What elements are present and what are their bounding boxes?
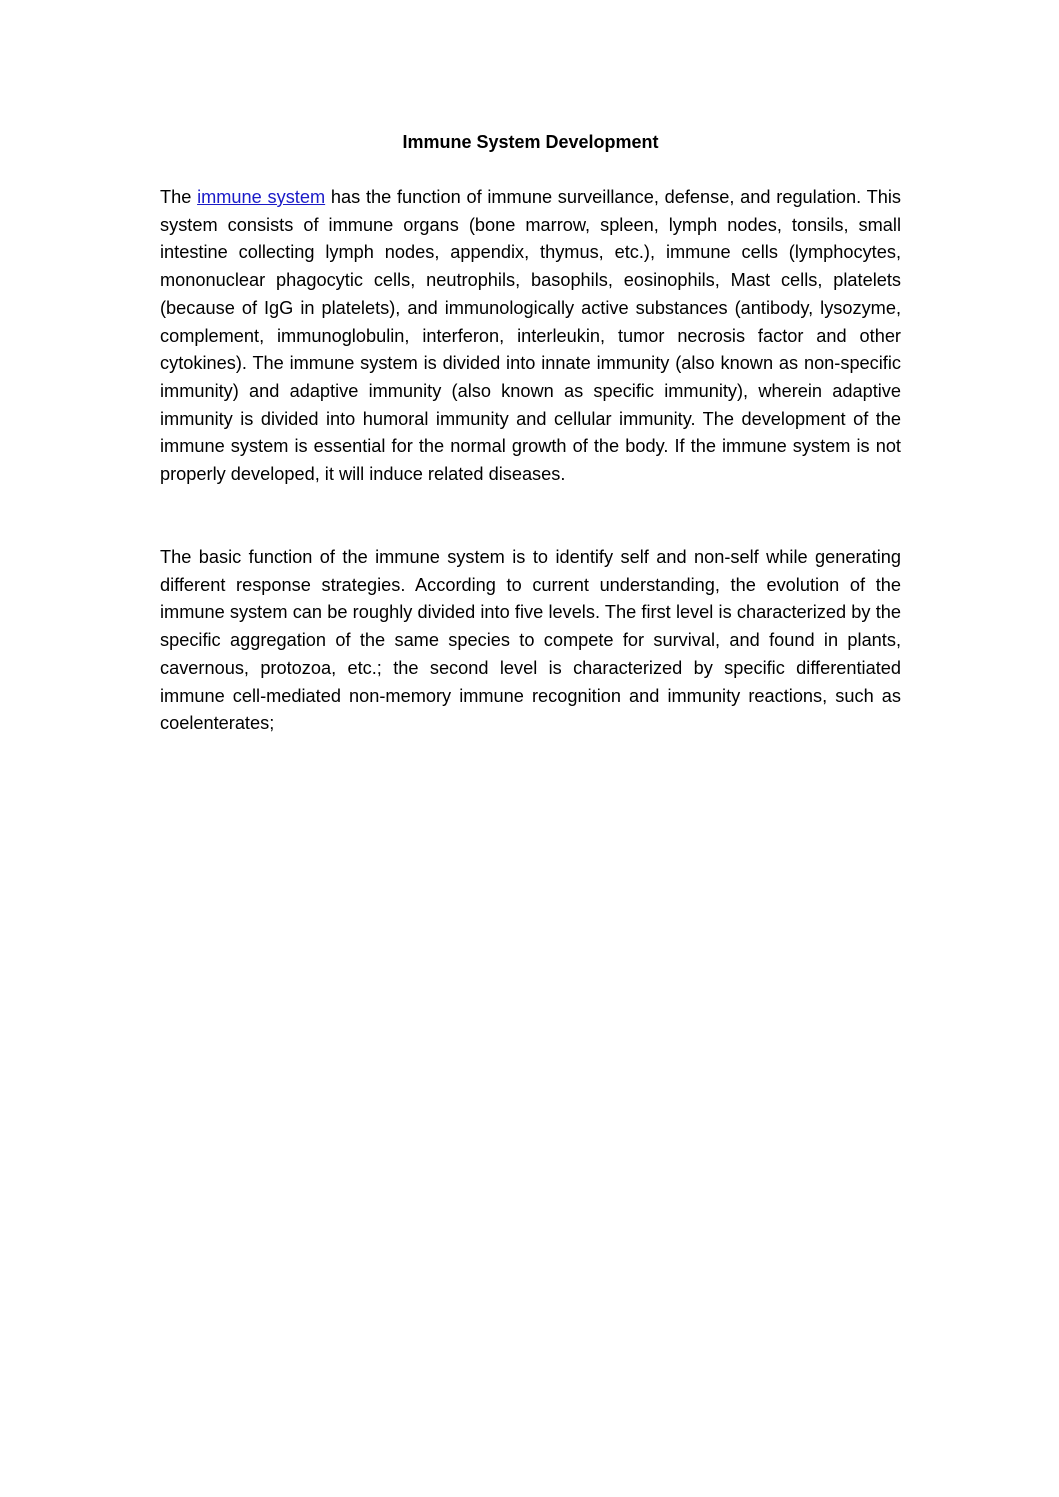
document-title: Immune System Development: [402, 132, 659, 152]
paragraph-evolution: The basic function of the immune system is to identify self and non-self while generating different response strategies. According to current understanding, the evolution of the immune system can be roughly divided into five levels. The first level is characterized by the specific aggregation of the same species to compete for survival, and found in plants, cavernous, protozoa, etc.; the second level is characterized by specific differentiated immune cell-mediated non-memory immune recognition and immunity reactions, such as coelenterates;: [160, 547, 901, 734]
immune-system-link[interactable]: immune system: [197, 187, 326, 207]
paragraph-intro-rest: has the function of immune surveillance, defense, and regulation. This system consists of immune organs (bone marrow, spleen, lymph nodes, tonsils, small intestine collecting lymph nodes, appendix, thymus, etc.), immune cells (lymphocytes, mononuclear phagocytic cells, neutrophils, basophils, eosinophils, Mast cells, platelets (because of IgG in platelets), and immunologically active substances (antibody, lysozyme, complement, immunoglobulin, interferon, interleukin, tumor necrosis factor and other cytokines). The immune system is divided into innate immunity (also known as non-specific immunity) and adaptive immunity (also known as specific immunity), wherein adaptive immunity is divided into humoral immunity and cellular immunity. The development of the immune system is essential for the normal growth of the body. If the immune system is not properly developed, it will induce related diseases.: [160, 187, 901, 485]
paragraph-intro: [160, 184, 901, 489]
paragraph-intro-lead: The: [160, 187, 198, 207]
